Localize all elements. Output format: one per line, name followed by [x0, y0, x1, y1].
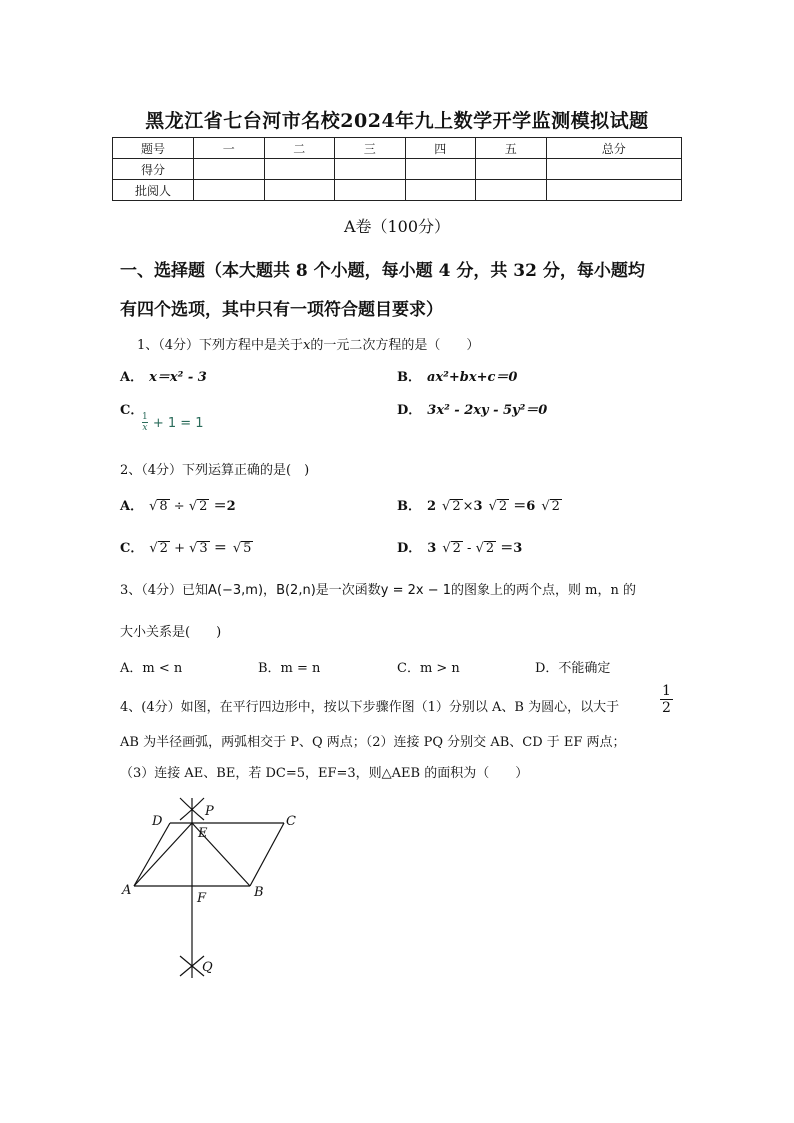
score-cell[interactable] — [476, 159, 547, 180]
parallelogram-figure — [110, 790, 310, 990]
stem-text: 3、（4分）已知 — [120, 583, 209, 598]
section-heading: A卷（100分） — [343, 217, 451, 236]
score-table — [112, 137, 682, 201]
q3-option-c[interactable]: C．m > n — [397, 661, 460, 676]
question-2-stem: 2、（4分）下列运算正确的是( ) — [120, 463, 310, 478]
q1-option-a[interactable]: A． x＝x² - 3 — [120, 370, 207, 385]
option-label: D． — [397, 541, 422, 556]
label-e: E — [198, 826, 208, 841]
stem-text: 1、（4分）下列方程中是关于 — [137, 338, 304, 353]
table-row — [113, 138, 682, 159]
grader-cell[interactable] — [194, 180, 265, 201]
table-cell: 得分 — [113, 159, 194, 180]
fraction-denominator: x — [142, 423, 148, 433]
stem-text: 的一元二次方程的是（ ） — [310, 338, 480, 353]
table-cell: 三 — [335, 138, 406, 159]
score-cell[interactable] — [335, 159, 406, 180]
q1-option-d[interactable]: D． 3x² - 2xy - 5y²＝0 — [397, 403, 548, 418]
label-c: C — [286, 814, 296, 829]
page-title: 黑龙江省七台河市名校2024年九上数学开学监测模拟试题 — [145, 110, 649, 132]
option-label: A． — [120, 499, 144, 514]
question-3-stem-line1: 3、（4分）已知A(−3,m)，B(2,n)是一次函数y = 2x − 1的图象上的两个点，则 m，n 的 — [120, 583, 637, 598]
option-label: C． — [120, 403, 144, 418]
table-cell: 一 — [194, 138, 265, 159]
table-cell: 题号 — [113, 138, 194, 159]
point-a: A(−3,m) — [208, 583, 264, 598]
q3-option-d[interactable]: D．不能确定 — [535, 661, 611, 676]
q2-option-b[interactable]: B． 2 √ 2 ×3 √ 2 ＝6 √ 2 — [397, 499, 560, 514]
label-q: Q — [202, 960, 213, 975]
label-p: P — [205, 804, 214, 819]
side-bc — [250, 823, 284, 886]
score-cell[interactable] — [405, 159, 476, 180]
label-a: A — [122, 883, 132, 898]
function-expression: y = 2x − 1 — [380, 583, 452, 598]
q2-option-a[interactable]: A． √ 8 ÷ √ 2 ＝2 — [120, 499, 236, 514]
q1-option-c-expression — [142, 412, 204, 433]
fraction-half — [660, 683, 673, 716]
table-cell: 二 — [264, 138, 335, 159]
label-f: F — [197, 891, 207, 906]
table-cell: 四 — [405, 138, 476, 159]
table-cell: 总分 — [546, 138, 682, 159]
expression-text: + 1 = 1 — [152, 416, 204, 431]
q1-option-b[interactable]: B． ax²+bx+c＝0 — [397, 370, 518, 385]
table-cell: 五 — [476, 138, 547, 159]
option-text: ax²+bx+c＝0 — [427, 370, 518, 385]
q2-option-d[interactable]: D． 3 √ 2 - √ 2 ＝3 — [397, 541, 523, 556]
table-row — [113, 159, 682, 180]
part-heading-line1: 一、选择题（本大题共 8 个小题，每小题 4 分，共 32 分，每小题均 — [120, 261, 645, 281]
fraction-denominator: 2 — [662, 700, 671, 716]
question-4-line2: AB 为半径画弧，两弧相交于 P、Q 两点；（2）连接 PQ 分别交 AB、CD 于 EF 两点； — [120, 735, 626, 750]
question-1-stem — [137, 334, 479, 353]
label-d: D — [152, 814, 163, 829]
fraction — [142, 412, 148, 433]
table-row — [113, 180, 682, 201]
segment-ae — [134, 823, 192, 886]
grader-cell[interactable] — [335, 180, 406, 201]
score-cell[interactable] — [546, 159, 682, 180]
score-cell[interactable] — [264, 159, 335, 180]
score-cell[interactable] — [194, 159, 265, 180]
option-label: B． — [397, 499, 421, 514]
q3-option-a[interactable]: A．m < n — [120, 661, 183, 676]
option-text: 3x² - 2xy - 5y²＝0 — [427, 403, 548, 418]
label-b: B — [254, 885, 264, 900]
grader-cell[interactable] — [546, 180, 682, 201]
question-4-line1: 4、(4分）如图，在平行四边形中，按以下步骤作图（1）分别以 A、B 为圆心，以大于 — [120, 700, 620, 715]
grader-cell[interactable] — [476, 180, 547, 201]
side-da — [134, 823, 170, 886]
q2-option-c[interactable]: C． √ 2 + √ 3 ＝ √ 5 — [120, 541, 252, 556]
fraction-numerator: 1 — [662, 683, 671, 699]
question-3-stem-line2: 大小关系是( ) — [120, 625, 222, 640]
fraction-numerator: 1 — [142, 412, 148, 422]
table-cell: 批阅人 — [113, 180, 194, 201]
grader-cell[interactable] — [264, 180, 335, 201]
question-4-line3: （3）连接 AE、BE，若 DC=5，EF=3，则△AEB 的面积为（ ） — [120, 766, 529, 781]
part-heading-line2: 有四个选项，其中只有一项符合题目要求） — [120, 300, 443, 320]
stem-variable: x — [303, 338, 311, 353]
option-text: x＝x² - 3 — [149, 370, 207, 385]
option-label: C． — [120, 541, 144, 556]
q3-option-b[interactable]: B．m = n — [258, 661, 321, 676]
grader-cell[interactable] — [405, 180, 476, 201]
point-b: B(2,n) — [276, 583, 316, 598]
stem-text: 的图象上的两个点，则 m，n 的 — [451, 583, 637, 598]
stem-text: 是一次函数 — [315, 583, 381, 598]
